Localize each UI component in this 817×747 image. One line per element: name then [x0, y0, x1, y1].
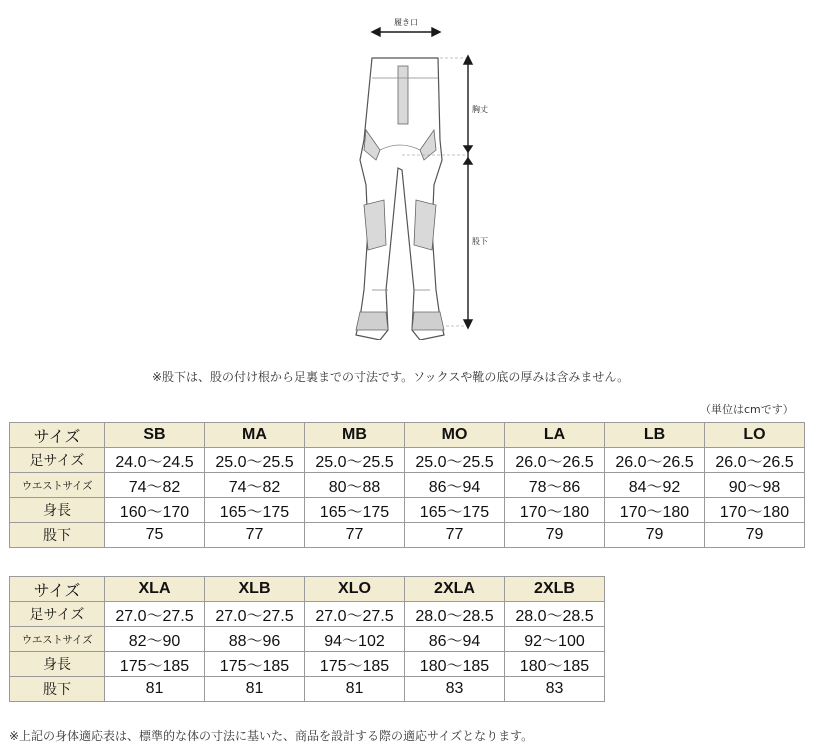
inseam-note: ※股下は、股の付け根から足裏までの寸法です。ソックスや靴の底の厚みは含みません。 [152, 370, 630, 384]
table-cell: 81 [305, 677, 405, 702]
table-cell: 84～92 [605, 473, 705, 498]
column-header: MB [305, 423, 405, 448]
table-row [10, 473, 805, 498]
row-header: ウエストサイズ [10, 627, 105, 652]
knee-pad-left [364, 200, 386, 250]
table-cell: 175～185 [205, 652, 305, 677]
table-cell: 180～185 [505, 652, 605, 677]
table-cell: 94～102 [305, 627, 405, 652]
unit-note: （単位はcmです） [700, 403, 794, 416]
table-cell: 25.0～25.5 [305, 448, 405, 473]
table-cell: 79 [705, 523, 805, 548]
column-header: MA [205, 423, 305, 448]
column-header: LA [505, 423, 605, 448]
row-header: 足サイズ [10, 448, 105, 473]
table-cell: 81 [205, 677, 305, 702]
table-row [10, 652, 605, 677]
table-cell: 25.0～25.5 [205, 448, 305, 473]
table-cell: 170～180 [605, 498, 705, 523]
table-cell: 79 [605, 523, 705, 548]
table-cell: 83 [505, 677, 605, 702]
knee-pad-right [414, 200, 436, 250]
size-table-2 [9, 576, 605, 702]
table-cell: 25.0～25.5 [405, 448, 505, 473]
table-cell: 165～175 [305, 498, 405, 523]
chest-height-label: 胸丈 [472, 105, 488, 114]
size-table-1 [9, 422, 805, 548]
table-cell: 26.0～26.5 [605, 448, 705, 473]
table-row [10, 523, 805, 548]
table-cell: 82～90 [105, 627, 205, 652]
table-cell: 79 [505, 523, 605, 548]
table-cell: 165～175 [405, 498, 505, 523]
table-cell: 74～82 [105, 473, 205, 498]
table-cell: 77 [205, 523, 305, 548]
row-header: 身長 [10, 652, 105, 677]
table-row [10, 448, 805, 473]
table-cell: 27.0～27.5 [305, 602, 405, 627]
table-cell: 83 [405, 677, 505, 702]
footer-note: ※上記の身体適応表は、標準的な体の寸法に基いた、商品を設計する際の適応サイズとなります。 [9, 729, 534, 743]
table-cell: 80～88 [305, 473, 405, 498]
table-cell: 86～94 [405, 473, 505, 498]
row-header: 股下 [10, 523, 105, 548]
column-header: XLO [305, 577, 405, 602]
table-row [10, 577, 605, 602]
table-cell: 78～86 [505, 473, 605, 498]
column-header: XLA [105, 577, 205, 602]
column-header: XLB [205, 577, 305, 602]
table-cell: 24.0～24.5 [105, 448, 205, 473]
row-header: サイズ [10, 423, 105, 448]
table-cell: 90～98 [705, 473, 805, 498]
row-header: 足サイズ [10, 602, 105, 627]
column-header: LO [705, 423, 805, 448]
table-row [10, 677, 605, 702]
table-cell: 88～96 [205, 627, 305, 652]
table-cell: 86～94 [405, 627, 505, 652]
column-header: MO [405, 423, 505, 448]
table-row [10, 627, 605, 652]
table-cell: 77 [405, 523, 505, 548]
row-header: 身長 [10, 498, 105, 523]
table-cell: 175～185 [105, 652, 205, 677]
column-header: LB [605, 423, 705, 448]
row-header: サイズ [10, 577, 105, 602]
column-header: 2XLB [505, 577, 605, 602]
table-cell: 170～180 [505, 498, 605, 523]
table-row [10, 423, 805, 448]
wader-diagram [0, 0, 817, 340]
table-cell: 180～185 [405, 652, 505, 677]
table-cell: 26.0～26.5 [505, 448, 605, 473]
column-header: 2XLA [405, 577, 505, 602]
table-cell: 170～180 [705, 498, 805, 523]
table-row [10, 498, 805, 523]
zipper-icon [398, 66, 408, 124]
table-cell: 81 [105, 677, 205, 702]
table-cell: 92～100 [505, 627, 605, 652]
column-header: SB [105, 423, 205, 448]
inseam-label: 股下 [472, 237, 488, 246]
table-cell: 26.0～26.5 [705, 448, 805, 473]
table-cell: 28.0～28.5 [505, 602, 605, 627]
opening-label: 履き口 [394, 18, 418, 27]
table-cell: 160～170 [105, 498, 205, 523]
table-cell: 28.0～28.5 [405, 602, 505, 627]
row-header: 股下 [10, 677, 105, 702]
table-cell: 75 [105, 523, 205, 548]
table-cell: 175～185 [305, 652, 405, 677]
table-cell: 74～82 [205, 473, 305, 498]
table-cell: 77 [305, 523, 405, 548]
table-cell: 27.0～27.5 [205, 602, 305, 627]
table-row [10, 602, 605, 627]
table-cell: 27.0～27.5 [105, 602, 205, 627]
row-header: ウエストサイズ [10, 473, 105, 498]
table-cell: 165～175 [205, 498, 305, 523]
